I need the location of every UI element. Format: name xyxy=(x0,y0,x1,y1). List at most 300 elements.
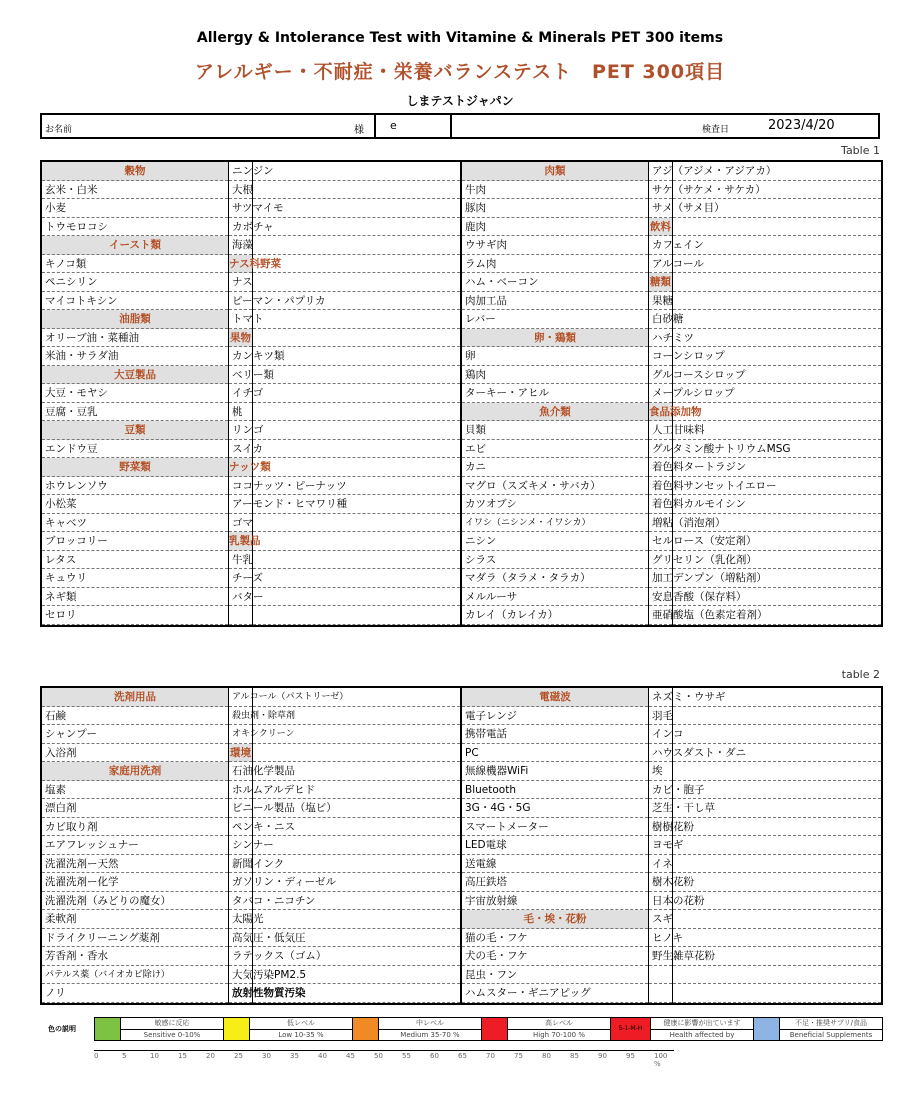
result-cell xyxy=(253,707,460,726)
test-item: 太陽光 xyxy=(229,910,252,929)
test-item: ウサギ肉 xyxy=(462,236,648,255)
test-item: 高気圧・低気圧 xyxy=(229,929,252,948)
table2-label: table 2 xyxy=(841,668,880,681)
result-cell xyxy=(253,836,460,855)
test-item: カレイ（カレイカ） xyxy=(462,606,648,625)
test-item: レバー xyxy=(462,310,648,329)
scale-tick: 45 xyxy=(346,1052,355,1060)
test-item: ラテックス（ゴム） xyxy=(229,947,252,966)
category-header: 電磁波 xyxy=(462,688,648,707)
result-cell xyxy=(229,606,252,625)
test-item: エンドウ豆 xyxy=(42,440,228,459)
test-item: 着色料サンセットイエロー xyxy=(649,477,672,496)
result-cell xyxy=(253,384,460,403)
test-item: カフェイン xyxy=(649,236,672,255)
result-cell xyxy=(253,218,460,237)
result-cell xyxy=(253,514,460,533)
result-cell xyxy=(673,688,881,707)
test-item: ネギ類 xyxy=(42,588,228,607)
test-item: エビ xyxy=(462,440,648,459)
test-item: 小松菜 xyxy=(42,495,228,514)
test-item: 電子レンジ xyxy=(462,707,648,726)
test-item: 放射性物質汚染 xyxy=(229,984,252,1003)
result-cell xyxy=(253,292,460,311)
test-item: ブロッコリー xyxy=(42,532,228,551)
legend-swatch xyxy=(224,1018,250,1040)
test-item: マグロ（スズキメ・サバカ） xyxy=(462,477,648,496)
test-item: エアフレッシュナー xyxy=(42,836,228,855)
result-cell xyxy=(253,929,460,948)
legend-row xyxy=(94,1017,883,1041)
test-item: シラス xyxy=(462,551,648,570)
result-cell xyxy=(673,477,881,496)
test-item: 高圧鉄塔 xyxy=(462,873,648,892)
result-cell xyxy=(673,403,881,422)
test-item: 漂白剤 xyxy=(42,799,228,818)
result-cell xyxy=(673,707,881,726)
result-cell xyxy=(253,181,460,200)
test-item: タバコ・ニコチン xyxy=(229,892,252,911)
result-cell xyxy=(673,329,881,348)
table1-grid xyxy=(40,160,883,627)
test-item: ニンジン xyxy=(229,162,252,181)
result-cell xyxy=(253,984,460,1003)
test-item: セロリ xyxy=(42,606,228,625)
result-cell xyxy=(253,781,460,800)
test-item: 着色料タートラジン xyxy=(649,458,672,477)
test-item: 亜硝酸塩（色素定着剤） xyxy=(649,606,672,625)
test-item: マダラ（タラメ・タラカ） xyxy=(462,569,648,588)
result-cell xyxy=(253,532,460,551)
test-item: オリーブ油・菜種油 xyxy=(42,329,228,348)
table2-column-6 xyxy=(673,688,881,1003)
test-item: 殺虫剤・除草剤 xyxy=(229,707,252,726)
test-item: ナス xyxy=(229,273,252,292)
legend-label-jp: 健康に影響が出ています xyxy=(651,1018,753,1030)
test-item: バター xyxy=(229,588,252,607)
test-item: ハム・ベーコン xyxy=(462,273,648,292)
result-cell xyxy=(253,966,460,985)
legend-label-en: Medium 35-70 % xyxy=(400,1031,460,1039)
company-name: しまテストジャパン xyxy=(406,94,514,108)
test-item: ハムスター・ギニアピッグ xyxy=(462,984,648,1003)
category-header: 野菜類 xyxy=(42,458,228,477)
test-item: サツマイモ xyxy=(229,199,252,218)
category-header: 毛・埃・花粉 xyxy=(462,910,648,929)
test-item: 鹿肉 xyxy=(462,218,648,237)
test-item: ノリ xyxy=(42,984,228,1003)
title-english: Allergy & Intolerance Test with Vitamine & Minerals PET 300 items xyxy=(196,30,724,46)
result-cell xyxy=(253,606,460,625)
test-item: インコ xyxy=(649,725,672,744)
test-item: ニシン xyxy=(462,532,648,551)
test-item: 桃 xyxy=(229,403,252,422)
legend-text xyxy=(508,1018,611,1040)
test-item: グリセリン（乳化剤） xyxy=(649,551,672,570)
test-item: キュウリ xyxy=(42,569,228,588)
table2-column-4 xyxy=(462,688,649,1003)
result-cell xyxy=(253,892,460,911)
test-item: 人工甘味料 xyxy=(649,421,672,440)
test-item: 安息香酸（保存料） xyxy=(649,588,672,607)
test-item: 猫の毛・フケ xyxy=(462,929,648,948)
legend-swatch xyxy=(482,1018,508,1040)
result-cell xyxy=(673,347,881,366)
category-header: 卵・鶏類 xyxy=(462,329,648,348)
result-cell xyxy=(673,947,881,966)
legend-label-jp: 敏感に反応 xyxy=(121,1018,223,1030)
test-item: ラム肉 xyxy=(462,255,648,274)
result-cell xyxy=(649,966,672,985)
test-item: 大根 xyxy=(229,181,252,200)
test-item: 無線機器WiFi xyxy=(462,762,648,781)
test-item: セルロース（安定剤） xyxy=(649,532,672,551)
test-item: 新聞インク xyxy=(229,855,252,874)
test-item: 果糖 xyxy=(649,292,672,311)
category-header: 洗剤用品 xyxy=(42,688,228,707)
test-item: 石鹸 xyxy=(42,707,228,726)
result-cell xyxy=(673,366,881,385)
result-cell xyxy=(673,725,881,744)
result-cell xyxy=(253,458,460,477)
test-item: カボチャ xyxy=(229,218,252,237)
test-item: 塩素 xyxy=(42,781,228,800)
test-item: ドライクリーニング薬剤 xyxy=(42,929,228,948)
result-cell xyxy=(673,606,881,625)
test-item: メルルーサ xyxy=(462,588,648,607)
test-item: 洗濯洗剤ー天然 xyxy=(42,855,228,874)
legend-label-jp: 高レベル xyxy=(508,1018,610,1030)
table2-column-3 xyxy=(253,688,462,1003)
scale-tick: 70 xyxy=(486,1052,495,1060)
honorific: 様 xyxy=(354,125,364,136)
table2-column-1 xyxy=(42,688,229,1003)
test-item: 昆虫・フン xyxy=(462,966,648,985)
legend-title: 色の説明 xyxy=(48,1025,76,1033)
scale-tick: 35 xyxy=(290,1052,299,1060)
scale-tick: 95 xyxy=(626,1052,635,1060)
category-header: イースト類 xyxy=(42,236,228,255)
test-item: トウモロコシ xyxy=(42,218,228,237)
result-cell xyxy=(253,551,460,570)
test-item: 樹樹花粉 xyxy=(649,818,672,837)
result-cell xyxy=(253,818,460,837)
table1-column-1 xyxy=(42,162,229,625)
test-item: ペニシリン xyxy=(42,273,228,292)
test-item: ペンキ・ニス xyxy=(229,818,252,837)
test-item: ホルムアルデヒド xyxy=(229,781,252,800)
test-item: 入浴剤 xyxy=(42,744,228,763)
test-item: 送電線 xyxy=(462,855,648,874)
scale-tick: 90 xyxy=(598,1052,607,1060)
result-cell xyxy=(253,199,460,218)
test-item: 大豆・モヤシ xyxy=(42,384,228,403)
patient-name: e xyxy=(374,115,452,137)
test-item: ネズミ・ウサギ xyxy=(649,688,672,707)
test-item: 埃 xyxy=(649,762,672,781)
test-item: カビ・胞子 xyxy=(649,781,672,800)
test-item: 洗濯洗剤ー化学 xyxy=(42,873,228,892)
category-header: 油脂類 xyxy=(42,310,228,329)
test-item: ハチミツ xyxy=(649,329,672,348)
test-item: 米油・サラダ油 xyxy=(42,347,228,366)
scale-tick: 0 xyxy=(94,1052,99,1060)
table1-label: Table 1 xyxy=(841,144,880,157)
test-item: 宇宙放射線 xyxy=(462,892,648,911)
test-item: 豆腐・豆乳 xyxy=(42,403,228,422)
table1-column-6 xyxy=(673,162,881,625)
category-header: 豆類 xyxy=(42,421,228,440)
result-cell xyxy=(673,966,881,985)
test-item: アルコール（パストリーゼ） xyxy=(229,688,252,707)
result-cell xyxy=(253,744,460,763)
result-cell xyxy=(673,440,881,459)
result-cell xyxy=(253,310,460,329)
category-header: 糖類 xyxy=(649,273,672,292)
test-item: ピーマン・パプリカ xyxy=(229,292,252,311)
test-item: コーンシロップ xyxy=(649,347,672,366)
test-item: 石油化学製品 xyxy=(229,762,252,781)
result-cell xyxy=(673,273,881,292)
category-header: 魚介類 xyxy=(462,403,648,422)
scale-tick: 55 xyxy=(402,1052,411,1060)
legend-label-en: Low 10-35 % xyxy=(278,1031,324,1039)
test-date: 2023/4/20 xyxy=(768,118,835,133)
test-item: 羽毛 xyxy=(649,707,672,726)
result-cell xyxy=(253,855,460,874)
test-item: スイカ xyxy=(229,440,252,459)
test-item: 牛乳 xyxy=(229,551,252,570)
test-item: ビニール製品（塩ビ） xyxy=(229,799,252,818)
result-cell xyxy=(253,762,460,781)
result-cell xyxy=(253,440,460,459)
test-item: マイコトキシン xyxy=(42,292,228,311)
test-item: PC xyxy=(462,744,648,763)
result-cell xyxy=(673,873,881,892)
test-item: ホウレンソウ xyxy=(42,477,228,496)
result-cell xyxy=(673,910,881,929)
scale-tick: 75 xyxy=(514,1052,523,1060)
test-item: チーズ xyxy=(229,569,252,588)
test-item: 着色料カルモイシン xyxy=(649,495,672,514)
test-item: 犬の毛・フケ xyxy=(462,947,648,966)
test-item: 豚肉 xyxy=(462,199,648,218)
test-item: 大気汚染PM2.5 xyxy=(229,966,252,985)
test-item: イチゴ xyxy=(229,384,252,403)
test-item: 柔軟剤 xyxy=(42,910,228,929)
scale-tick: 10 xyxy=(150,1052,159,1060)
scale-tick: 25 xyxy=(234,1052,243,1060)
result-cell xyxy=(253,477,460,496)
scale-tick: 85 xyxy=(570,1052,579,1060)
test-item: ベリー類 xyxy=(229,366,252,385)
table1-column-5 xyxy=(649,162,791,625)
test-date-label: 検査日 xyxy=(702,125,730,135)
test-item: 加工デンプン（増粘剤） xyxy=(649,569,672,588)
test-item: スギ xyxy=(649,910,672,929)
result-cell xyxy=(253,162,460,181)
test-item: 卵 xyxy=(462,347,648,366)
test-item: グルコースシロップ xyxy=(649,366,672,385)
category-header: ナス科野菜 xyxy=(229,255,252,274)
result-cell xyxy=(253,688,460,707)
scale-tick: 15 xyxy=(178,1052,187,1060)
result-cell xyxy=(673,781,881,800)
result-cell xyxy=(673,292,881,311)
result-cell xyxy=(253,273,460,292)
test-item: イネ xyxy=(649,855,672,874)
test-item: 増粘（消泡剤） xyxy=(649,514,672,533)
test-item: オキシクリーン xyxy=(229,725,252,744)
result-cell xyxy=(253,799,460,818)
test-item: キノコ類 xyxy=(42,255,228,274)
legend-label-en: Beneficial Supplements xyxy=(789,1031,873,1039)
result-cell xyxy=(673,218,881,237)
result-cell xyxy=(673,762,881,781)
scale-tick: 40 xyxy=(318,1052,327,1060)
legend-swatch xyxy=(95,1018,121,1040)
title-japanese: アレルギー・不耐症・栄養バランステスト PET 300項目 xyxy=(194,61,726,83)
result-cell xyxy=(253,873,460,892)
test-item: ヒノキ xyxy=(649,929,672,948)
test-item: 樹木花粉 xyxy=(649,873,672,892)
test-item: アーモンド・ヒマワリ種 xyxy=(229,495,252,514)
result-cell xyxy=(673,495,881,514)
test-item: 芳香剤・香水 xyxy=(42,947,228,966)
test-item: パテルス薬（バイオカビ除け） xyxy=(42,966,228,985)
scale-tick: 80 xyxy=(542,1052,551,1060)
result-cell xyxy=(673,310,881,329)
test-item: シンナー xyxy=(229,836,252,855)
test-item: ハウスダスト・ダニ xyxy=(649,744,672,763)
test-item: カビ取り剤 xyxy=(42,818,228,837)
result-cell xyxy=(673,236,881,255)
category-header: 果物 xyxy=(229,329,252,348)
scale-tick: 65 xyxy=(458,1052,467,1060)
test-item: 野生雑草花粉 xyxy=(649,947,672,966)
test-item: ターキー・アヒル xyxy=(462,384,648,403)
name-label: お名前 xyxy=(45,125,73,135)
test-item: サメ（サメ目） xyxy=(649,199,672,218)
legend-text xyxy=(651,1018,754,1040)
result-cell xyxy=(253,347,460,366)
table1-column-3 xyxy=(253,162,462,625)
scale-tick: 60 xyxy=(430,1052,439,1060)
table1-column-4 xyxy=(462,162,649,625)
test-item: キャベツ xyxy=(42,514,228,533)
category-header: 飲料 xyxy=(649,218,672,237)
test-item: 鶏肉 xyxy=(462,366,648,385)
test-item: 洗濯洗剤（みどりの魔女） xyxy=(42,892,228,911)
test-item: 日本の花粉 xyxy=(649,892,672,911)
result-cell xyxy=(673,744,881,763)
scale-tick: 100 % xyxy=(654,1052,668,1068)
legend-text xyxy=(121,1018,224,1040)
test-item: ゴマ xyxy=(229,514,252,533)
legend-text xyxy=(379,1018,482,1040)
test-item: アルコール xyxy=(649,255,672,274)
test-item: シャンプー xyxy=(42,725,228,744)
legend-swatch xyxy=(353,1018,379,1040)
result-cell xyxy=(253,366,460,385)
test-item: イワシ（ニシンメ・イワシカ） xyxy=(462,514,648,533)
test-item: 携帯電話 xyxy=(462,725,648,744)
result-cell xyxy=(253,569,460,588)
category-header: 乳製品 xyxy=(229,532,252,551)
scale-tick: 30 xyxy=(262,1052,271,1060)
test-item: 玄米・白米 xyxy=(42,181,228,200)
test-item: カツオブシ xyxy=(462,495,648,514)
result-cell xyxy=(673,199,881,218)
test-item: 肉加工品 xyxy=(462,292,648,311)
result-cell xyxy=(253,725,460,744)
category-header: 大豆製品 xyxy=(42,366,228,385)
test-item: サケ（サケメ・サケカ） xyxy=(649,181,672,200)
test-item: 3G・4G・5G xyxy=(462,799,648,818)
test-item: アジ（アジメ・アジアカ） xyxy=(649,162,672,181)
test-item: トマト xyxy=(229,310,252,329)
result-cell xyxy=(253,236,460,255)
result-cell xyxy=(253,403,460,422)
result-cell xyxy=(673,551,881,570)
test-item: 牛肉 xyxy=(462,181,648,200)
category-header: 食品添加物 xyxy=(649,403,672,422)
result-cell xyxy=(673,384,881,403)
legend-label-en: Health affected by xyxy=(669,1031,735,1039)
test-item: 白砂糖 xyxy=(649,310,672,329)
test-item: ヨモギ xyxy=(649,836,672,855)
scale-tick: 50 xyxy=(374,1052,383,1060)
result-cell xyxy=(673,984,881,1003)
table1-column-2 xyxy=(229,162,348,625)
result-cell xyxy=(673,855,881,874)
table2-column-5 xyxy=(649,688,747,1003)
result-cell xyxy=(673,532,881,551)
percentage-scale xyxy=(94,1050,674,1068)
result-cell xyxy=(673,181,881,200)
legend-swatch xyxy=(754,1018,780,1040)
scale-tick: 5 xyxy=(122,1052,127,1060)
test-item: LED電球 xyxy=(462,836,648,855)
result-cell xyxy=(253,588,460,607)
legend-swatch: 5-1-M-H xyxy=(611,1018,651,1040)
test-item: 海藻 xyxy=(229,236,252,255)
result-cell xyxy=(673,514,881,533)
category-header: 肉類 xyxy=(462,162,648,181)
result-cell xyxy=(673,588,881,607)
result-cell xyxy=(253,255,460,274)
test-item: リンゴ xyxy=(229,421,252,440)
test-item: 小麦 xyxy=(42,199,228,218)
result-cell xyxy=(673,836,881,855)
result-cell xyxy=(673,255,881,274)
test-item: カニ xyxy=(462,458,648,477)
scale-tick: 20 xyxy=(206,1052,215,1060)
legend-label-jp: 中レベル xyxy=(379,1018,481,1030)
test-item: Bluetooth xyxy=(462,781,648,800)
test-item: カンキツ類 xyxy=(229,347,252,366)
result-cell xyxy=(673,569,881,588)
legend-text xyxy=(780,1018,882,1040)
table2-grid xyxy=(40,686,883,1005)
color-legend xyxy=(40,1017,883,1047)
result-cell xyxy=(253,421,460,440)
test-item: ガソリン・ディーゼル xyxy=(229,873,252,892)
test-item: 芝生・干し草 xyxy=(649,799,672,818)
legend-label-jp: 低レベル xyxy=(250,1018,352,1030)
result-cell xyxy=(673,818,881,837)
result-cell xyxy=(673,929,881,948)
